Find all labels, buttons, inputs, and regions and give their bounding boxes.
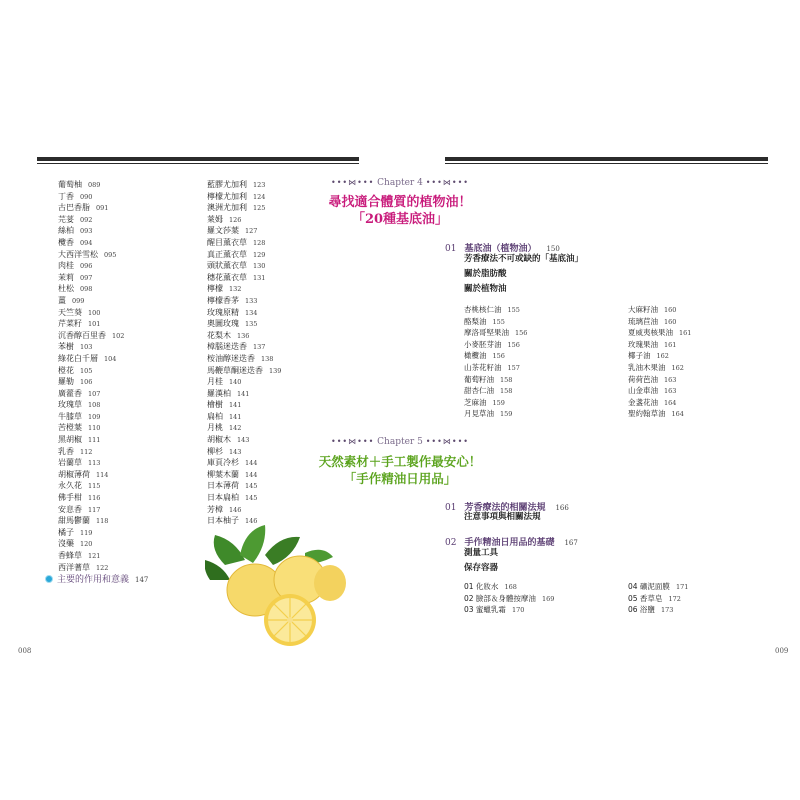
index-entry-name: 奧圖玫瑰 (207, 319, 239, 329)
index-entry-page: 134 (245, 308, 258, 317)
index-entry[interactable] (207, 234, 281, 246)
index-entry-name: 日本扁柏 (207, 493, 239, 503)
oil-entry[interactable] (628, 405, 691, 417)
oil-entry-name: 聖約翰草油 (628, 409, 666, 419)
index-entry-name: 葡萄柚 (58, 180, 82, 189)
index-entry-page: 112 (80, 447, 93, 456)
index-entry-page: 097 (80, 273, 93, 282)
chapter-ornament-icon: •••⋈••• (425, 178, 470, 187)
lemon-illustration (205, 525, 355, 650)
index-entry-name: 胡椒木 (207, 435, 231, 445)
index-entry[interactable] (207, 269, 281, 281)
index-entry-name: 桉油醇迷迭香 (207, 353, 255, 363)
index-entry-page: 111 (88, 436, 101, 445)
index-entry-page: 131 (253, 273, 266, 282)
index-entry[interactable] (207, 327, 281, 339)
index-entry-page: 122 (96, 563, 109, 572)
oil-entry-name: 甜杏仁油 (464, 386, 494, 396)
index-entry-name: 柳杉 (207, 446, 223, 456)
index-entry-page: 110 (88, 424, 101, 433)
index-entry-page: 142 (229, 424, 242, 433)
oil-entry-name: 玫瑰果油 (628, 339, 658, 349)
index-entry-page: 098 (80, 285, 93, 294)
index-entry[interactable] (58, 431, 124, 443)
index-entry-name: 日本柚子 (207, 516, 239, 526)
index-entry[interactable] (58, 292, 124, 304)
oil-entry-page: 164 (671, 410, 684, 419)
index-entry[interactable] (207, 385, 281, 397)
index-entry[interactable] (58, 477, 124, 489)
index-entry-page: 095 (104, 250, 117, 259)
index-entry[interactable] (207, 246, 281, 258)
oil-entry-name: 椰子油 (628, 351, 651, 361)
index-entry-name: 馬鞭草酮迷迭香 (207, 365, 263, 375)
index-entry-page: 126 (229, 215, 242, 224)
product-entry[interactable] (464, 578, 554, 590)
oil-entry-page: 160 (664, 317, 677, 326)
product-entry-page: 173 (660, 606, 674, 615)
oil-entry[interactable] (464, 301, 527, 313)
chapter5-section-02[interactable]: 02 手作精油日用品的基礎 167 (445, 538, 578, 548)
oil-entry-name: 葡萄籽油 (464, 374, 494, 384)
oil-entry-name: 芝麻油 (464, 397, 487, 407)
index-entry[interactable] (58, 547, 124, 559)
oil-entry-page: 155 (507, 306, 520, 314)
oil-entry-page: 158 (500, 375, 513, 384)
index-entry-page: 107 (88, 389, 101, 398)
oil-entry-name: 山茶花籽油 (464, 362, 502, 372)
index-entry-name: 羅文莎葉 (207, 226, 239, 236)
index-entry[interactable] (207, 408, 281, 420)
feature-page: 147 (135, 576, 149, 584)
chapter5-title-line1: 天然素材＋手工製作最安心！ (318, 454, 482, 469)
index-entry[interactable] (207, 419, 281, 431)
index-entry-page: 113 (88, 459, 101, 468)
top-rule (445, 157, 768, 161)
product-entry[interactable] (464, 590, 554, 602)
index-entry-name: 香蜂草 (58, 551, 82, 560)
index-entry-name: 天竺葵 (58, 307, 82, 317)
index-entry-page: 116 (88, 494, 101, 503)
index-entry-name: 柳葉木蘭 (207, 469, 239, 479)
index-entry[interactable] (58, 176, 124, 188)
index-entry[interactable] (58, 466, 124, 478)
oil-entry-page: 159 (492, 398, 505, 407)
left-page (0, 0, 390, 800)
product-entry-name: 02 臉部＆身體按摩油 (464, 593, 536, 603)
index-entry-page: 096 (80, 262, 93, 271)
index-entry[interactable] (58, 234, 124, 246)
oil-entry[interactable] (628, 324, 691, 336)
index-entry-name: 芹菜籽 (58, 319, 82, 329)
index-entry-page: 132 (229, 285, 242, 294)
index-entry-name: 羅漢柏 (207, 388, 231, 398)
chapter-ornament-icon: •••⋈••• (330, 178, 375, 187)
index-entry[interactable] (207, 280, 281, 292)
index-entry[interactable] (58, 396, 124, 408)
index-entry[interactable] (58, 338, 124, 350)
index-entry-page: 145 (245, 494, 258, 503)
index-entry-name: 薑 (58, 295, 66, 305)
product-entry[interactable] (464, 601, 554, 613)
chapter5-label: •••⋈••• Chapter 5 •••⋈••• (330, 437, 470, 447)
index-entry-name: 大西洋雪松 (58, 249, 98, 259)
index-entry-name: 檸檬尤加利 (207, 191, 247, 201)
index-entry[interactable] (207, 304, 281, 316)
index-entry[interactable] (58, 211, 124, 223)
feature-title: 主要的作用和意義 (57, 575, 130, 585)
oil-entry[interactable] (628, 301, 691, 313)
index-entry[interactable] (58, 222, 124, 234)
oil-entry[interactable] (464, 371, 527, 383)
index-entry-page: 146 (229, 505, 242, 514)
index-entry-name: 頭狀薰衣草 (207, 261, 247, 271)
oil-entry-name: 琉璃苣油 (628, 316, 658, 326)
oil-entry[interactable] (464, 394, 527, 406)
index-entry[interactable] (207, 396, 281, 408)
index-entry-name: 黑胡椒 (58, 435, 82, 445)
index-entry[interactable] (207, 350, 281, 362)
index-entry-page: 094 (80, 238, 93, 247)
index-entry-name: 永久花 (58, 481, 82, 491)
index-entry-name: 丁香 (58, 191, 74, 201)
top-rule (37, 157, 359, 161)
oil-entry[interactable] (464, 336, 527, 348)
product-entry-page: 169 (541, 594, 555, 603)
product-entry-name: 05 香草皂 (628, 593, 663, 603)
index-entry-name: 茉莉 (58, 272, 74, 282)
index-entry-name: 絲柏 (58, 226, 74, 236)
index-entry[interactable] (58, 408, 124, 420)
oil-entry-page: 158 (500, 387, 513, 396)
index-entry-name: 胡椒薄荷 (58, 469, 90, 479)
oil-entry-page: 156 (492, 352, 505, 361)
index-entry-page: 101 (88, 320, 101, 329)
index-entry-name: 廣藿香 (58, 388, 82, 398)
index-entry[interactable] (58, 535, 124, 547)
index-entry-name: 扁柏 (207, 411, 223, 421)
index-entry-page: 144 (245, 459, 258, 468)
index-entry-page: 108 (88, 401, 101, 410)
chapter4-title-line2: 「20種基底油」 (351, 212, 449, 227)
index-entry[interactable] (207, 257, 281, 269)
index-entry-page: 143 (229, 447, 242, 456)
index-entry-name: 醒目薰衣草 (207, 237, 247, 247)
product-entry[interactable] (628, 590, 688, 602)
index-entry[interactable] (58, 419, 124, 431)
index-entry-name: 橙花 (58, 365, 74, 375)
oil-entry-page: 156 (507, 340, 520, 349)
oil-entry-name: 山金車油 (628, 386, 658, 396)
index-entry[interactable] (58, 489, 124, 501)
right-folio: 009 (775, 647, 789, 655)
index-entry[interactable] (207, 338, 281, 350)
index-entry[interactable] (58, 199, 124, 211)
oil-list-right (628, 301, 691, 417)
chapter4-sub-2[interactable]: 關於植物油 (464, 284, 507, 294)
left-folio: 008 (18, 647, 32, 655)
index-entry-page: 127 (245, 227, 258, 236)
chapter-ornament-icon: •••⋈••• (330, 437, 375, 446)
oil-entry-name: 杏桃核仁油 (464, 305, 502, 314)
oil-entry-page: 163 (664, 387, 677, 396)
index-entry-page: 146 (245, 517, 258, 526)
index-entry-name: 欖香 (58, 237, 74, 247)
index-entry-page: 124 (253, 192, 266, 201)
index-entry-page: 093 (80, 227, 93, 236)
index-entry-page: 125 (253, 204, 266, 213)
index-entry-page: 121 (88, 552, 101, 560)
oil-entry-name: 小麥胚芽油 (464, 339, 502, 349)
oil-entry[interactable] (628, 371, 691, 383)
index-entry-page: 106 (80, 378, 93, 387)
index-entry-page: 141 (229, 412, 242, 421)
oil-entry-name: 大麻籽油 (628, 305, 658, 314)
index-entry[interactable] (207, 489, 281, 501)
index-entry-name: 苯樹 (58, 342, 74, 352)
index-entry-page: 117 (88, 505, 101, 514)
oil-entry-page: 162 (656, 352, 669, 361)
index-entry-name: 西洋蓍草 (58, 562, 90, 572)
index-entry-page: 119 (80, 528, 93, 537)
index-entry-page: 140 (229, 378, 242, 387)
oil-entry-name: 酪梨油 (464, 316, 487, 326)
oil-entry-page: 161 (679, 329, 692, 338)
index-entry-name: 橘子 (58, 527, 74, 537)
bullet-dot-icon (45, 575, 53, 583)
index-entry-name: 牛膝草 (58, 411, 82, 421)
item-list-left (464, 578, 554, 613)
index-entry-page: 118 (96, 517, 109, 526)
index-entry-name: 日本薄荷 (207, 481, 239, 491)
oil-entry-page: 160 (664, 306, 677, 314)
chapter4-sub-1[interactable]: 關於脂肪酸 (464, 269, 507, 279)
index-entry-name: 檜樹 (207, 400, 223, 410)
index-entry-page: 123 (253, 181, 266, 189)
oil-entry[interactable] (628, 359, 691, 371)
oil-entry-name: 夏威夷核果油 (628, 328, 673, 338)
index-entry[interactable] (58, 501, 124, 513)
index-entry-page: 109 (88, 412, 101, 421)
oil-entry[interactable] (628, 347, 691, 359)
index-entry[interactable] (58, 280, 124, 292)
index-entry-page: 144 (245, 470, 258, 479)
index-entry-name: 安息香 (58, 504, 82, 514)
index-entry-page: 092 (80, 215, 93, 224)
index-entry-name: 古巴香脂 (58, 203, 90, 213)
index-entry-page: 130 (253, 262, 266, 271)
oil-entry[interactable] (464, 313, 527, 325)
oil-entry-page: 164 (664, 398, 677, 407)
index-entry-name: 檸檬 (207, 284, 223, 294)
index-entry[interactable] (58, 315, 124, 327)
oil-entry-page: 159 (500, 410, 513, 419)
index-entry[interactable] (58, 524, 124, 536)
oil-entry[interactable] (464, 324, 527, 336)
oil-entry[interactable] (628, 394, 691, 406)
index-entry[interactable] (58, 246, 124, 258)
index-entry-name: 芫荽 (58, 214, 74, 224)
index-entry-name: 甜馬鬱蘭 (58, 516, 90, 526)
oil-entry-name: 摩洛哥堅果油 (464, 328, 509, 338)
index-entry-name: 樟腦迷迭香 (207, 342, 247, 352)
index-entry-page: 102 (112, 331, 125, 340)
index-entry-page: 145 (245, 482, 258, 491)
oil-entry[interactable] (464, 382, 527, 394)
index-entry[interactable] (58, 443, 124, 455)
index-entry-name: 沉香醇百里香 (58, 330, 106, 340)
chapter5-section-01[interactable]: 01 芳香療法的相關法規 166 (445, 503, 569, 513)
index-entry-page: 089 (88, 181, 101, 189)
index-entry[interactable] (58, 454, 124, 466)
oil-entry[interactable] (628, 313, 691, 325)
index-entry-name: 穗花薰衣草 (207, 272, 247, 282)
index-entry-name: 佛手柑 (58, 493, 82, 503)
index-entry-page: 133 (245, 296, 258, 305)
index-entry-page: 099 (72, 296, 85, 305)
index-column-1 (58, 176, 124, 570)
oil-entry-name: 金盞花油 (628, 397, 658, 407)
oil-entry-name: 月見草油 (464, 409, 494, 419)
product-entry-page: 168 (504, 583, 517, 591)
chapter5-title-line2: 「手作精油日用品」 (343, 471, 457, 486)
chapter4-label: •••⋈••• Chapter 4 •••⋈••• (330, 178, 470, 188)
product-entry[interactable] (628, 578, 688, 590)
index-entry-name: 玫瑰原精 (207, 307, 239, 317)
index-entry-page: 129 (253, 250, 266, 259)
index-entry-page: 128 (253, 238, 266, 247)
oil-entry-name: 乳油木果油 (628, 362, 666, 372)
product-entry-page: 171 (675, 583, 689, 591)
index-entry-name: 藍膠尤加利 (207, 180, 247, 189)
index-entry-page: 091 (96, 204, 109, 213)
index-entry-name: 羅勒 (58, 377, 74, 387)
oil-entry[interactable] (464, 347, 527, 359)
index-entry[interactable] (58, 385, 124, 397)
index-entry-page: 105 (80, 366, 93, 375)
oil-entry-page: 163 (664, 375, 677, 384)
oil-entry-page: 156 (515, 329, 528, 338)
feature-entry[interactable] (45, 572, 148, 585)
index-entry-page: 100 (88, 308, 101, 317)
index-entry-page: 135 (245, 320, 258, 329)
index-entry-name: 杜松 (58, 284, 74, 294)
index-entry[interactable] (58, 350, 124, 362)
chapter4-sub-0[interactable]: 芳香療法不可或缺的「基底油」 (464, 254, 584, 264)
oil-entry-page: 157 (507, 363, 520, 372)
product-entry-name: 03 蜜蠟乳霜 (464, 605, 506, 615)
index-entry-name: 澳洲尤加利 (207, 203, 247, 213)
index-entry-name: 萊姆 (207, 214, 223, 224)
index-entry[interactable] (58, 327, 124, 339)
index-entry-name: 綠花白千層 (58, 353, 98, 363)
index-entry-page: 137 (253, 343, 266, 352)
chapter5-s2-sub-1[interactable]: 保存容器 (464, 563, 499, 573)
index-entry[interactable] (58, 269, 124, 281)
index-entry-page: 141 (229, 401, 242, 410)
index-entry-page: 103 (80, 343, 93, 352)
index-entry-page: 139 (269, 366, 282, 375)
oil-entry-page: 161 (664, 340, 677, 349)
product-entry-name: 06 浴鹽 (628, 605, 655, 615)
index-entry-name: 檸檬香茅 (207, 295, 239, 305)
index-entry[interactable] (58, 559, 124, 571)
oil-entry[interactable] (628, 382, 691, 394)
index-entry[interactable] (207, 292, 281, 304)
index-entry-name: 月桃 (207, 423, 223, 433)
oil-entry[interactable] (464, 405, 527, 417)
index-entry-page: 104 (104, 354, 117, 363)
chapter4-title-line1: 尋找適合體質的植物油！ (328, 195, 472, 210)
product-entry-page: 172 (668, 594, 681, 603)
index-entry-name: 玫瑰草 (58, 400, 82, 410)
oil-entry[interactable] (628, 336, 691, 348)
product-entry-name: 04 礦泥面膜 (628, 582, 670, 591)
index-entry-page: 115 (88, 482, 101, 491)
chapter4-section-01[interactable]: 01 基底油（植物油） 150 (445, 244, 560, 254)
index-entry[interactable] (207, 512, 281, 524)
product-entry-page: 170 (511, 606, 525, 615)
index-entry[interactable] (58, 373, 124, 385)
index-entry-name: 月桂 (207, 377, 223, 387)
index-entry-page: 136 (237, 331, 250, 340)
index-entry-name: 真正薰衣草 (207, 249, 247, 259)
index-entry-page: 114 (96, 470, 109, 479)
oil-entry-page: 155 (492, 317, 505, 326)
index-entry[interactable] (58, 512, 124, 524)
index-entry[interactable] (58, 362, 124, 374)
index-entry-name: 岩蘭草 (58, 458, 82, 468)
oil-entry-page: 162 (671, 363, 684, 372)
oil-entry-name: 荷荷芭油 (628, 374, 658, 384)
index-entry-name: 芳樟 (207, 504, 223, 514)
product-entry-name: 01 化妝水 (464, 582, 499, 591)
index-entry-page: 090 (80, 192, 93, 201)
index-entry-name: 花梨木 (207, 330, 231, 340)
index-entry-name: 沒藥 (58, 539, 74, 549)
index-entry-page: 138 (261, 354, 274, 363)
index-entry-name: 肉桂 (58, 261, 74, 271)
index-entry[interactable] (207, 362, 281, 374)
chapter5-s1-sub-0[interactable]: 注意事項與相關法規 (464, 512, 541, 522)
oil-list-left (464, 301, 527, 417)
index-entry[interactable] (207, 501, 281, 513)
index-entry-page: 120 (80, 540, 93, 549)
index-entry-page: 141 (237, 389, 250, 398)
index-entry[interactable] (58, 304, 124, 316)
oil-entry-name: 橄欖油 (464, 351, 487, 361)
index-entry-name: 乳香 (58, 446, 74, 456)
index-entry-page: 143 (237, 436, 250, 445)
chapter5-s2-sub-0[interactable]: 測量工具 (464, 548, 499, 558)
index-entry-name: 苦橙葉 (58, 423, 82, 433)
item-list-right (628, 578, 688, 613)
index-entry-name: 庫頁冷杉 (207, 458, 239, 468)
index-entry[interactable] (58, 188, 124, 200)
oil-entry[interactable] (464, 359, 527, 371)
index-entry[interactable] (207, 315, 281, 327)
chapter-ornament-icon: •••⋈••• (425, 437, 470, 446)
